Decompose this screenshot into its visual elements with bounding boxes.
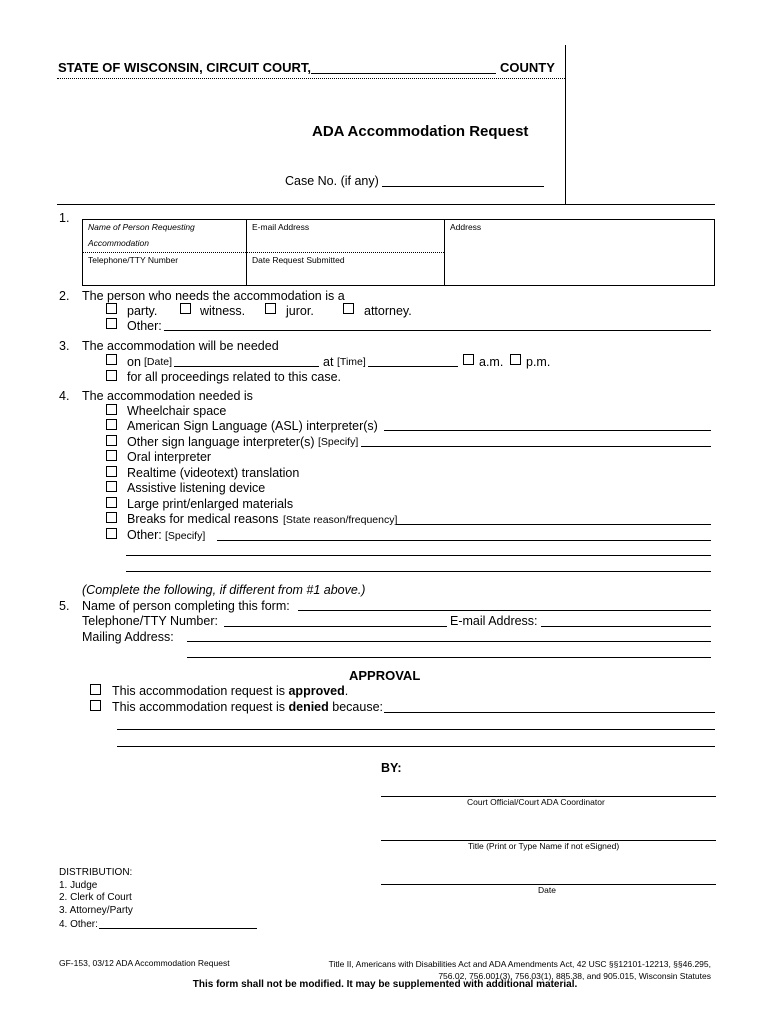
denied-checkbox[interactable]	[90, 700, 101, 711]
distribution-other-field[interactable]	[99, 928, 257, 929]
large-print-checkbox[interactable]	[106, 497, 117, 508]
pm-checkbox[interactable]	[510, 354, 521, 365]
other-role-checkbox[interactable]	[106, 318, 117, 329]
distribution-item: 1. Judge	[59, 879, 98, 891]
at-label: at	[323, 355, 334, 369]
section-5-number: 5.	[59, 599, 70, 613]
table-row-divider	[83, 252, 444, 253]
oral-interpreter-label: Oral interpreter	[127, 450, 212, 464]
date-field[interactable]	[174, 366, 319, 367]
witness-label: witness.	[200, 304, 246, 318]
approved-checkbox[interactable]	[90, 684, 101, 695]
approval-heading: APPROVAL	[349, 668, 421, 683]
denial-reason-field-2[interactable]	[117, 729, 715, 730]
name-field-label[interactable]: Name of Person Requesting Accommodation	[88, 222, 195, 248]
section-3-number: 3.	[59, 339, 70, 353]
on-label: on	[127, 355, 141, 369]
mailing-address-field-2[interactable]	[187, 657, 711, 658]
completer-name-field[interactable]	[298, 610, 711, 611]
witness-checkbox[interactable]	[180, 303, 191, 314]
completer-phone-label: Telephone/TTY Number:	[82, 614, 218, 628]
distribution-item: 2. Clerk of Court	[59, 892, 132, 903]
official-caption: Court Official/Court ADA Coordinator	[467, 797, 605, 807]
date-hint: [Date]	[144, 356, 173, 368]
realtime-label: Realtime (videotext) translation	[127, 466, 300, 480]
state-court-label: STATE OF WISCONSIN, CIRCUIT COURT,	[58, 60, 312, 75]
realtime-checkbox[interactable]	[106, 466, 117, 477]
section-1-number: 1.	[59, 211, 70, 225]
all-proceedings-checkbox[interactable]	[106, 370, 117, 381]
party-checkbox[interactable]	[106, 303, 117, 314]
distribution-list	[59, 867, 133, 932]
section-4-prompt: The accommodation needed is	[82, 389, 253, 403]
other-accommodation-field[interactable]	[217, 540, 711, 541]
medical-breaks-hint: [State reason/frequency]	[283, 514, 398, 526]
asl-checkbox[interactable]	[106, 419, 117, 430]
mailing-address-label: Mailing Address:	[82, 630, 174, 644]
address-field-label[interactable]: Address	[450, 222, 482, 232]
statute-reference: Title II, Americans with Disabilities Act and ADA Amendments Act, 42 USC §§12101-12213, §§46.295, 756.02, 756.001(3), 756.03(1), 885.38, and 905.015, Wisconsin Statutes	[328, 959, 711, 981]
modification-notice: This form shall not be modified. It may be supplemented with additional material.	[192, 979, 578, 990]
wheelchair-label: Wheelchair space	[127, 404, 227, 418]
oral-interpreter-checkbox[interactable]	[106, 450, 117, 461]
denial-reason-field[interactable]	[384, 712, 715, 713]
other-accommodation-field-2[interactable]	[126, 555, 711, 556]
other-accommodation-label: Other:	[127, 528, 162, 542]
date-submitted-field-label[interactable]: Date Request Submitted	[252, 255, 345, 265]
section-4-number: 4.	[59, 389, 70, 403]
email-field-label[interactable]: E-mail Address	[252, 222, 310, 232]
section-2-number: 2.	[59, 289, 70, 303]
time-hint: [Time]	[337, 356, 366, 368]
juror-checkbox[interactable]	[265, 303, 276, 314]
listening-device-label: Assistive listening device	[127, 481, 266, 495]
medical-breaks-checkbox[interactable]	[106, 512, 117, 523]
denied-statement: This accommodation request is denied because:	[112, 700, 383, 714]
header-divider	[57, 78, 565, 79]
pm-label: p.m.	[526, 355, 551, 369]
other-sign-label: Other sign language interpreter(s)	[127, 435, 315, 449]
completer-email-label: E-mail Address:	[450, 614, 538, 628]
section-3-prompt: The accommodation will be needed	[82, 339, 279, 353]
completer-email-field[interactable]	[541, 626, 711, 627]
approved-statement: This accommodation request is approved.	[112, 684, 349, 698]
caption-bottom-rule	[57, 204, 715, 205]
other-role-field[interactable]	[164, 330, 711, 331]
other-role-label: Other:	[127, 319, 162, 333]
large-print-label: Large print/enlarged materials	[127, 497, 294, 511]
other-accommodation-checkbox[interactable]	[106, 528, 117, 539]
section-5-note: (Complete the following, if different from #1 above.)	[82, 583, 366, 597]
listening-device-checkbox[interactable]	[106, 481, 117, 492]
other-sign-field[interactable]	[361, 446, 711, 447]
distribution-item: 4. Other:	[59, 919, 98, 930]
date-caption: Date	[538, 885, 556, 895]
specific-date-checkbox[interactable]	[106, 354, 117, 365]
asl-field[interactable]	[384, 430, 711, 431]
case-no-field[interactable]	[382, 186, 544, 187]
other-accommodation-hint: [Specify]	[165, 530, 206, 542]
juror-label: juror.	[286, 304, 314, 318]
other-sign-checkbox[interactable]	[106, 435, 117, 446]
attorney-label: attorney.	[364, 304, 412, 318]
party-label: party.	[127, 304, 158, 318]
county-name-field[interactable]	[311, 73, 496, 74]
table-col-divider-2	[444, 219, 445, 286]
time-field[interactable]	[368, 366, 458, 367]
phone-field-label[interactable]: Telephone/TTY Number	[88, 255, 179, 265]
completer-phone-field[interactable]	[224, 626, 447, 627]
attorney-checkbox[interactable]	[343, 303, 354, 314]
county-label: COUNTY	[500, 60, 555, 75]
other-accommodation-field-3[interactable]	[126, 571, 711, 572]
other-sign-hint: [Specify]	[318, 436, 359, 448]
caption-vertical-rule	[565, 45, 566, 205]
mailing-address-field[interactable]	[187, 641, 711, 642]
asl-label: American Sign Language (ASL) interpreter(s)	[127, 419, 378, 433]
denial-reason-field-3[interactable]	[117, 746, 715, 747]
medical-breaks-field[interactable]	[396, 524, 711, 525]
wheelchair-checkbox[interactable]	[106, 404, 117, 415]
distribution-item: 3. Attorney/Party	[59, 904, 133, 916]
all-proceedings-label: for all proceedings related to this case.	[127, 370, 342, 384]
case-no-label: Case No. (if any)	[285, 174, 379, 188]
page-title: ADA Accommodation Request	[312, 123, 529, 140]
title-caption: Title (Print or Type Name if not eSigned)	[468, 841, 620, 851]
distribution-heading: DISTRIBUTION:	[59, 867, 133, 878]
section-2-prompt: The person who needs the accommodation is a	[82, 289, 345, 303]
am-checkbox[interactable]	[463, 354, 474, 365]
by-label: BY:	[381, 761, 402, 775]
completer-name-label: Name of person completing this form:	[82, 599, 290, 613]
form-id: GF-153, 03/12 ADA Accommodation Request	[59, 958, 230, 968]
am-label: a.m.	[479, 355, 504, 369]
medical-breaks-label: Breaks for medical reasons	[127, 512, 279, 526]
